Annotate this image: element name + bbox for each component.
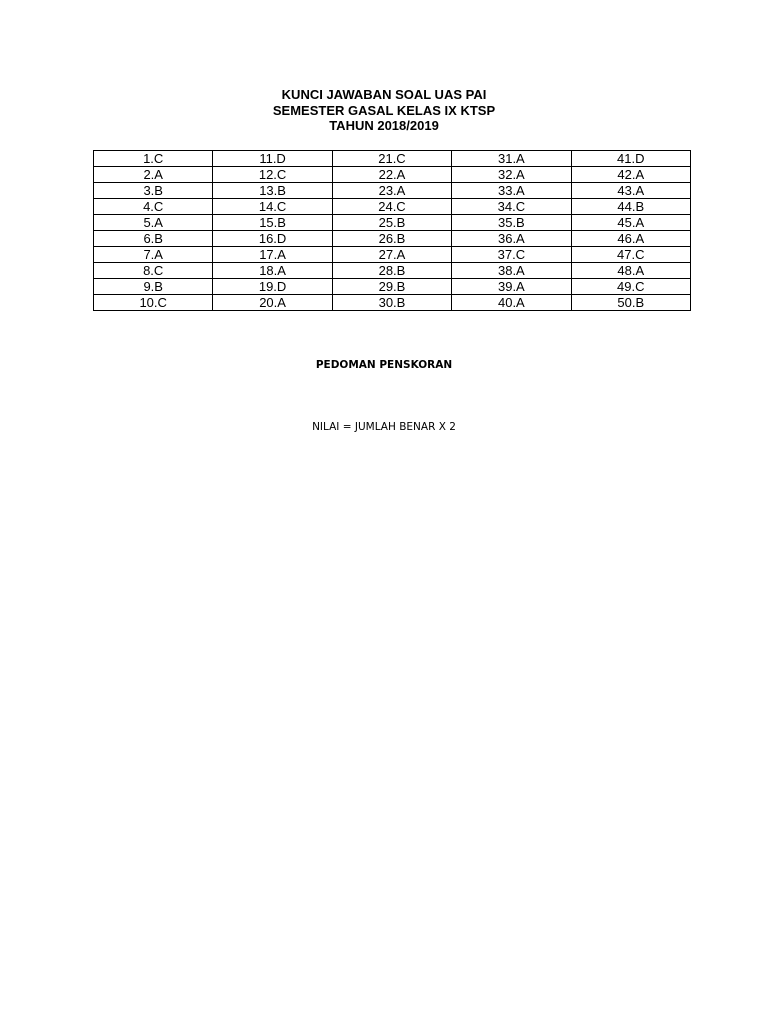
table-row [94,263,691,279]
table-row [94,199,691,215]
answer-cell: 24.C [332,199,451,215]
answer-cell: 16.D [213,231,332,247]
table-row [94,215,691,231]
answer-cell: 44.B [571,199,690,215]
table-row [94,295,691,311]
answer-cell: 47.C [571,247,690,263]
answer-cell: 37.C [452,247,571,263]
table-row [94,167,691,183]
answer-cell: 30.B [332,295,451,311]
answer-cell: 38.A [452,263,571,279]
answer-cell: 13.B [213,183,332,199]
answer-cell: 41.D [571,151,690,167]
answer-cell: 39.A [452,279,571,295]
answer-cell: 11.D [213,151,332,167]
answer-cell: 14.C [213,199,332,215]
table-row [94,151,691,167]
title-line-2: SEMESTER GASAL KELAS IX KTSP [272,102,496,118]
answer-cell: 26.B [332,231,451,247]
answer-cell: 5.A [94,215,213,231]
answer-cell: 27.A [332,247,451,263]
table-row [94,183,691,199]
answer-cell: 33.A [452,183,571,199]
answer-cell: 42.A [571,167,690,183]
answer-cell: 15.B [213,215,332,231]
answer-cell: 20.A [213,295,332,311]
answer-cell: 17.A [213,247,332,263]
answer-cell: 22.A [332,167,451,183]
answer-cell: 6.B [94,231,213,247]
table-row [94,247,691,263]
answer-cell: 2.A [94,167,213,183]
answer-cell: 49.C [571,279,690,295]
answer-cell: 46.A [571,231,690,247]
answer-cell: 7.A [94,247,213,263]
answer-cell: 50.B [571,295,690,311]
answer-key-table [93,150,691,311]
table-row [94,279,691,295]
answer-cell: 48.A [571,263,690,279]
scoring-formula: NILAI = JUMLAH BENAR X 2 [312,421,456,433]
document-title [0,87,768,134]
answer-cell: 40.A [452,295,571,311]
scoring-heading: PEDOMAN PENSKORAN [315,359,453,371]
answer-cell: 28.B [332,263,451,279]
answer-cell: 9.B [94,279,213,295]
answer-cell: 21.C [332,151,451,167]
answer-cell: 1.C [94,151,213,167]
answer-cell: 36.A [452,231,571,247]
table-row [94,231,691,247]
answer-cell: 32.A [452,167,571,183]
answer-cell: 35.B [452,215,571,231]
answer-key-table-body [94,151,691,311]
answer-cell: 19.D [213,279,332,295]
answer-cell: 29.B [332,279,451,295]
answer-cell: 4.C [94,199,213,215]
answer-cell: 25.B [332,215,451,231]
answer-cell: 18.A [213,263,332,279]
answer-cell: 45.A [571,215,690,231]
answer-cell: 10.C [94,295,213,311]
answer-cell: 3.B [94,183,213,199]
answer-cell: 34.C [452,199,571,215]
answer-cell: 23.A [332,183,451,199]
answer-cell: 8.C [94,263,213,279]
title-line-1: KUNCI JAWABAN SOAL UAS PAI [281,87,487,102]
title-line-3: TAHUN 2018/2019 [329,118,439,133]
answer-cell: 43.A [571,183,690,199]
answer-cell: 31.A [452,151,571,167]
answer-cell: 12.C [213,167,332,183]
